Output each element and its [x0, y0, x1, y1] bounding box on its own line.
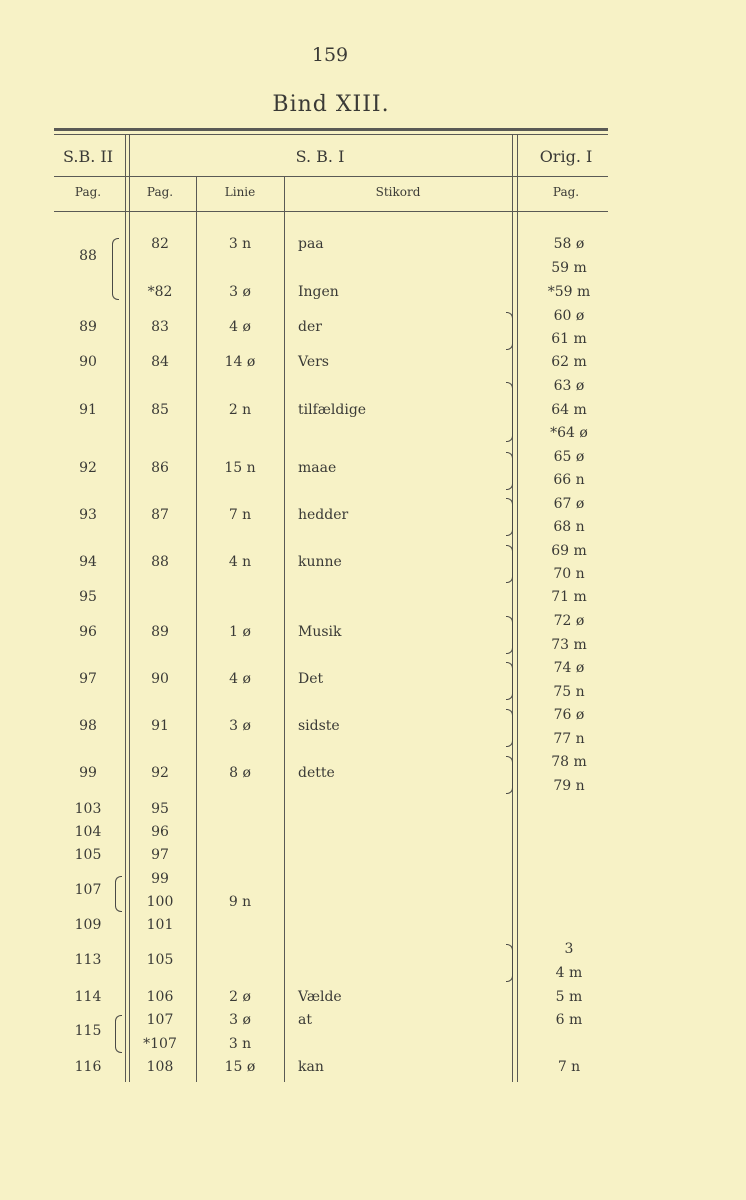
- col-divider-4a: [512, 134, 513, 1082]
- cell-orig: 72 ø: [553, 613, 585, 629]
- cell-sb2: 97: [79, 671, 97, 687]
- brace-orig-63: [506, 382, 513, 442]
- cell-orig: 60 ø: [553, 308, 585, 324]
- cell-orig: 63 ø: [553, 378, 585, 394]
- cell-stikord: kunne: [298, 554, 342, 570]
- cell-sb1: 83: [151, 319, 169, 335]
- cell-linie: 9 n: [228, 894, 252, 910]
- cell-orig: *64 ø: [550, 425, 588, 441]
- cell-sb1: 99: [151, 871, 169, 887]
- col-divider-2: [196, 176, 197, 1082]
- cell-sb2: 99: [79, 765, 97, 781]
- cell-sb1: 106: [146, 989, 174, 1005]
- brace-sb2-88: [112, 238, 119, 300]
- cell-sb2: 107: [74, 882, 102, 898]
- subheader-pag-sb2: Pag.: [74, 185, 102, 199]
- cell-sb1: 100: [146, 894, 174, 910]
- cell-orig: *59 m: [547, 284, 591, 300]
- cell-sb2: 90: [79, 354, 97, 370]
- subheader-linie: Linie: [224, 185, 256, 199]
- page-number: 159: [311, 44, 349, 66]
- cell-orig: 59 m: [551, 260, 587, 276]
- cell-linie: 15 ø: [224, 1059, 256, 1075]
- cell-sb1: 90: [151, 671, 169, 687]
- cell-sb2: 105: [74, 847, 102, 863]
- cell-orig: 58 ø: [553, 236, 585, 252]
- brace-sb2-115: [115, 1015, 122, 1053]
- cell-sb2: 113: [74, 952, 102, 968]
- cell-orig: 3: [564, 941, 574, 957]
- brace-orig-74: [506, 662, 513, 700]
- cell-orig: 62 m: [551, 354, 587, 370]
- cell-linie: 7 n: [228, 507, 252, 523]
- page-title: Bind XIII.: [272, 92, 390, 117]
- cell-linie: 4 ø: [229, 671, 251, 687]
- cell-orig: 76 ø: [553, 707, 585, 723]
- cell-stikord: Musik: [298, 624, 342, 640]
- cell-sb2: 114: [74, 989, 102, 1005]
- cell-linie: 3 ø: [229, 284, 251, 300]
- cell-orig: 78 m: [551, 754, 587, 770]
- cell-orig: 66 n: [553, 472, 585, 488]
- cell-sb1: 84: [151, 354, 169, 370]
- cell-orig: 77 n: [553, 731, 585, 747]
- cell-orig: 7 n: [557, 1059, 581, 1075]
- cell-linie: 2 n: [228, 402, 252, 418]
- cell-orig: 61 m: [551, 331, 587, 347]
- cell-stikord: at: [298, 1012, 312, 1028]
- subheader-divider: [54, 211, 608, 212]
- cell-linie: 3 ø: [229, 1012, 251, 1028]
- brace-orig-67: [506, 498, 513, 536]
- cell-orig: 74 ø: [553, 660, 585, 676]
- cell-orig: 64 m: [551, 402, 587, 418]
- cell-linie: 3 n: [228, 1036, 252, 1052]
- cell-linie: 1 ø: [229, 624, 251, 640]
- cell-sb1: *82: [147, 284, 173, 300]
- cell-stikord: hedder: [298, 507, 349, 523]
- subheader-stikord: Stikord: [375, 185, 421, 199]
- cell-sb1: 108: [146, 1059, 174, 1075]
- cell-orig: 70 n: [553, 566, 585, 582]
- header-orig: Orig. I: [539, 147, 593, 166]
- cell-stikord: dette: [298, 765, 335, 781]
- brace-orig-65: [506, 452, 513, 490]
- cell-orig: 5 m: [555, 989, 583, 1005]
- cell-orig: 65 ø: [553, 449, 585, 465]
- cell-linie: 15 n: [224, 460, 256, 476]
- cell-sb1: 96: [151, 824, 169, 840]
- cell-sb1: 85: [151, 402, 169, 418]
- cell-sb1: 97: [151, 847, 169, 863]
- cell-orig: 6 m: [555, 1012, 583, 1028]
- table-top-rule-thin: [54, 134, 608, 135]
- cell-orig: 68 n: [553, 519, 585, 535]
- cell-stikord: Vælde: [298, 989, 342, 1005]
- cell-sb1: 91: [151, 718, 169, 734]
- brace-sb2-107: [115, 876, 122, 912]
- cell-sb2: 115: [74, 1023, 102, 1039]
- cell-orig: 69 m: [551, 543, 587, 559]
- cell-stikord: der: [298, 319, 322, 335]
- cell-sb2: 88: [79, 248, 97, 264]
- cell-stikord: Det: [298, 671, 324, 687]
- cell-stikord: Ingen: [298, 284, 339, 300]
- cell-orig: 67 ø: [553, 496, 585, 512]
- cell-sb2: 103: [74, 801, 102, 817]
- cell-orig: 79 n: [553, 778, 585, 794]
- subheader-pag-sb1: Pag.: [146, 185, 174, 199]
- cell-linie: 4 n: [228, 554, 252, 570]
- header-sb2: S.B. II: [62, 147, 114, 166]
- cell-linie: 4 ø: [229, 319, 251, 335]
- cell-stikord: tilfældige: [298, 402, 367, 418]
- cell-sb1: 92: [151, 765, 169, 781]
- cell-orig: 71 m: [551, 589, 587, 605]
- cell-stikord: sidste: [298, 718, 340, 734]
- col-divider-3: [284, 176, 285, 1082]
- header-sb1: S. B. I: [295, 147, 345, 166]
- subheader-pag-orig: Pag.: [552, 185, 580, 199]
- cell-sb2: 116: [74, 1059, 102, 1075]
- brace-orig-3: [506, 944, 513, 982]
- cell-orig: 73 m: [551, 637, 587, 653]
- cell-sb2: 95: [79, 589, 97, 605]
- brace-orig-60: [506, 312, 513, 350]
- cell-sb1: 105: [146, 952, 174, 968]
- brace-orig-76: [506, 709, 513, 747]
- cell-sb1: 95: [151, 801, 169, 817]
- brace-orig-72: [506, 616, 513, 654]
- cell-linie: 8 ø: [229, 765, 251, 781]
- cell-linie: 3 n: [228, 236, 252, 252]
- col-divider-4b: [517, 134, 518, 1082]
- brace-orig-69: [506, 545, 513, 583]
- cell-stikord: maae: [298, 460, 337, 476]
- cell-sb2: 98: [79, 718, 97, 734]
- table-top-rule-thick: [54, 128, 608, 131]
- cell-sb2: 92: [79, 460, 97, 476]
- cell-orig: 75 n: [553, 684, 585, 700]
- cell-orig: 4 m: [555, 965, 583, 981]
- col-divider-1a: [125, 134, 126, 1082]
- cell-sb2: 94: [79, 554, 97, 570]
- header-divider: [54, 176, 608, 177]
- cell-sb2: 89: [79, 319, 97, 335]
- cell-sb2: 104: [74, 824, 102, 840]
- cell-sb2: 109: [74, 917, 102, 933]
- cell-sb1: *107: [143, 1036, 177, 1052]
- cell-sb1: 101: [146, 917, 174, 933]
- cell-sb1: 86: [151, 460, 169, 476]
- cell-sb2: 91: [79, 402, 97, 418]
- cell-stikord: Vers: [298, 354, 329, 370]
- cell-stikord: kan: [298, 1059, 324, 1075]
- cell-sb1: 88: [151, 554, 169, 570]
- brace-orig-78: [506, 756, 513, 794]
- cell-sb2: 93: [79, 507, 97, 523]
- cell-stikord: paa: [298, 236, 324, 252]
- cell-sb1: 82: [151, 236, 169, 252]
- cell-sb1: 107: [146, 1012, 174, 1028]
- cell-sb2: 96: [79, 624, 97, 640]
- cell-sb1: 87: [151, 507, 169, 523]
- cell-linie: 2 ø: [229, 989, 251, 1005]
- cell-linie: 3 ø: [229, 718, 251, 734]
- cell-linie: 14 ø: [224, 354, 256, 370]
- cell-sb1: 89: [151, 624, 169, 640]
- col-divider-1b: [129, 134, 130, 1082]
